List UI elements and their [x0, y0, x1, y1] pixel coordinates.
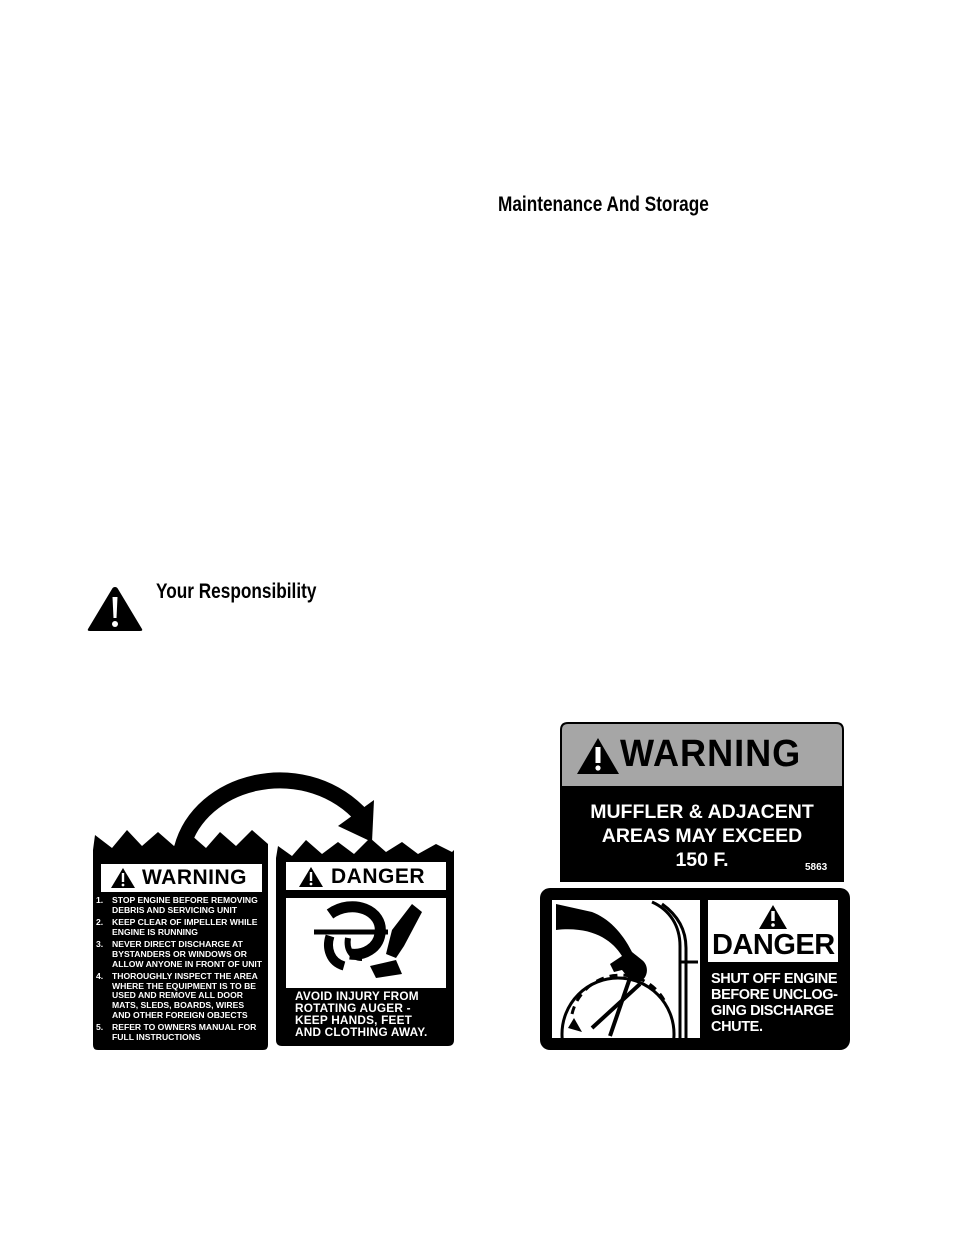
chute-hand-hazard-icon [552, 900, 700, 1038]
warning-triangle-icon [576, 737, 620, 775]
warning-triangle-icon [86, 585, 144, 633]
warning-triangle-icon [110, 867, 136, 889]
left-warning-instructions [96, 896, 268, 1045]
right-warning-message: MUFFLER & ADJACENT AREAS MAY EXCEED 150 F. [590, 801, 814, 871]
warning-triangle-icon [298, 866, 324, 888]
right-danger-title: DANGER [712, 929, 835, 961]
list-item: 1. STOP ENGINE BEFORE REMOVING DEBRIS AND SERVICING UNIT [96, 895, 258, 915]
warning-triangle-icon [758, 904, 788, 930]
decal-code: 5863 [805, 862, 828, 873]
section-heading-responsibility: Your Responsibility [156, 580, 317, 603]
section-heading-maintenance: Maintenance And Storage [498, 193, 709, 216]
list-item: 3. NEVER DIRECT DISCHARGE AT BYSTANDERS OR WINDOWS OR ALLOW ANYONE IN FRONT OF UNIT [96, 939, 263, 969]
curved-arrow-icon [182, 780, 374, 850]
auger-hazard-icon [300, 900, 440, 984]
left-danger-message: AVOID INJURY FROM ROTATING AUGER - KEEP HANDS, FEET AND CLOTHING AWAY. [295, 989, 428, 1039]
left-warning-title: WARNING [142, 866, 247, 889]
list-item: 5. REFER TO OWNERS MANUAL FOR FULL INSTRUCTIONS [96, 1022, 257, 1042]
left-danger-title: DANGER [331, 865, 426, 888]
list-item: 2. KEEP CLEAR OF IMPELLER WHILE ENGINE IS RUNNING [96, 917, 258, 937]
right-warning-title: WARNING [620, 733, 802, 775]
list-item: 4. THOROUGHLY INSPECT THE AREA WHERE THE EQUIPMENT IS TO BE USED AND REMOVE ALL DOOR MATS, SLEDS, BOARDS, WIRES AND OTHER FOREIGN OBJECTS [96, 971, 258, 1020]
right-danger-message: SHUT OFF ENGINE BEFORE UNCLOG- GING DISCHARGE CHUTE. [711, 971, 838, 1035]
